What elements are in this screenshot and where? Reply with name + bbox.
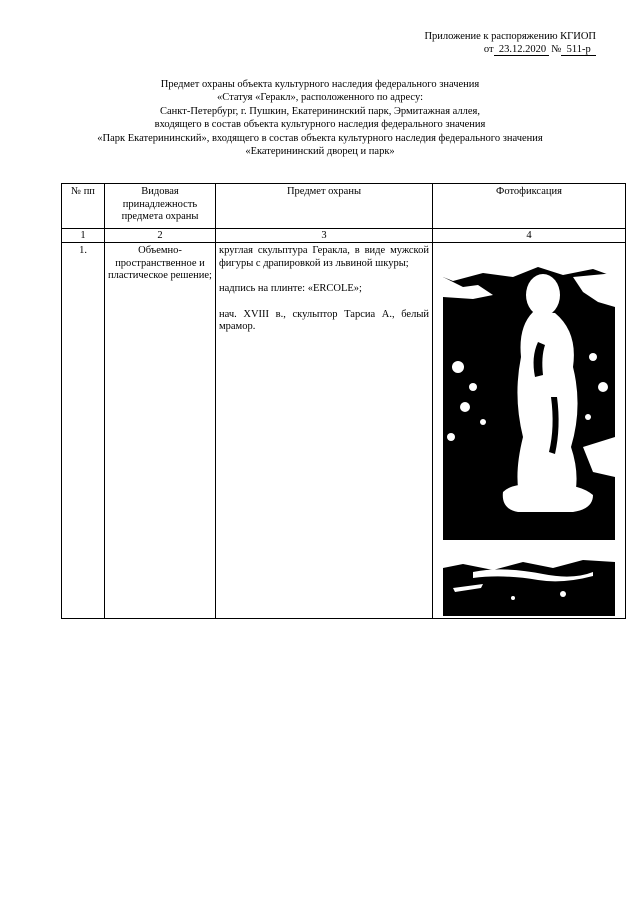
title-line: Санкт-Петербург, г. Пушкин, Екатерининский парк, Эрмитажная аллея, [160, 105, 480, 117]
document-header [424, 30, 596, 56]
title-line: «Статуя «Геракл», расположенного по адресу: [217, 92, 423, 104]
row-number: 1. [62, 243, 105, 619]
table-header-row [62, 184, 626, 229]
row-photos [433, 243, 626, 619]
description-paragraph: круглая скульптура Геракла, в виде мужской фигуры с драпировкой из львиной шкуры; [219, 245, 429, 269]
column-number: 1 [62, 229, 105, 243]
decree-number: 511-р [561, 44, 596, 56]
statue-photo-icon [443, 247, 615, 540]
ot-label: от [483, 44, 494, 55]
inscription-paragraph: надпись на плинте: «ERCOLE»; [219, 283, 362, 294]
title-line: «Екатерининский дворец и парк» [245, 146, 395, 158]
row-type: Объемно-пространственное и пластическое решение; [105, 243, 216, 619]
header-line: Приложение к распоряжению КГИОП [424, 31, 596, 42]
no-label: № [551, 44, 562, 55]
document-title [40, 78, 600, 158]
header-cell-photo: Фотофиксация [433, 184, 626, 229]
date-material-paragraph: нач. XVIII в., скульптор Тарсиа А., белый мрамор. [219, 308, 429, 332]
row-description [216, 243, 433, 619]
title-line: Предмет охраны объекта культурного наследия федерального значения [160, 79, 480, 90]
title-line: входящего в состав объекта культурного наследия федерального значения [154, 119, 486, 131]
column-number: 2 [105, 229, 216, 243]
header-cell-num: № пп [62, 184, 105, 229]
header-cell-subject: Предмет охраны [216, 184, 433, 229]
header-cell-type: Видовая принадлежность предмета охраны [105, 184, 216, 229]
header-date-line [424, 43, 596, 56]
table-row [62, 243, 626, 619]
decree-date: 23.12.2020 [494, 44, 549, 56]
column-number: 3 [216, 229, 433, 243]
column-number-row [62, 229, 626, 243]
column-number: 4 [433, 229, 626, 243]
title-line: «Парк Екатерининский», входящего в состав объекта культурного наследия федерального значения [97, 132, 543, 144]
plinth-photo-icon [443, 554, 615, 616]
protection-table [61, 183, 626, 619]
